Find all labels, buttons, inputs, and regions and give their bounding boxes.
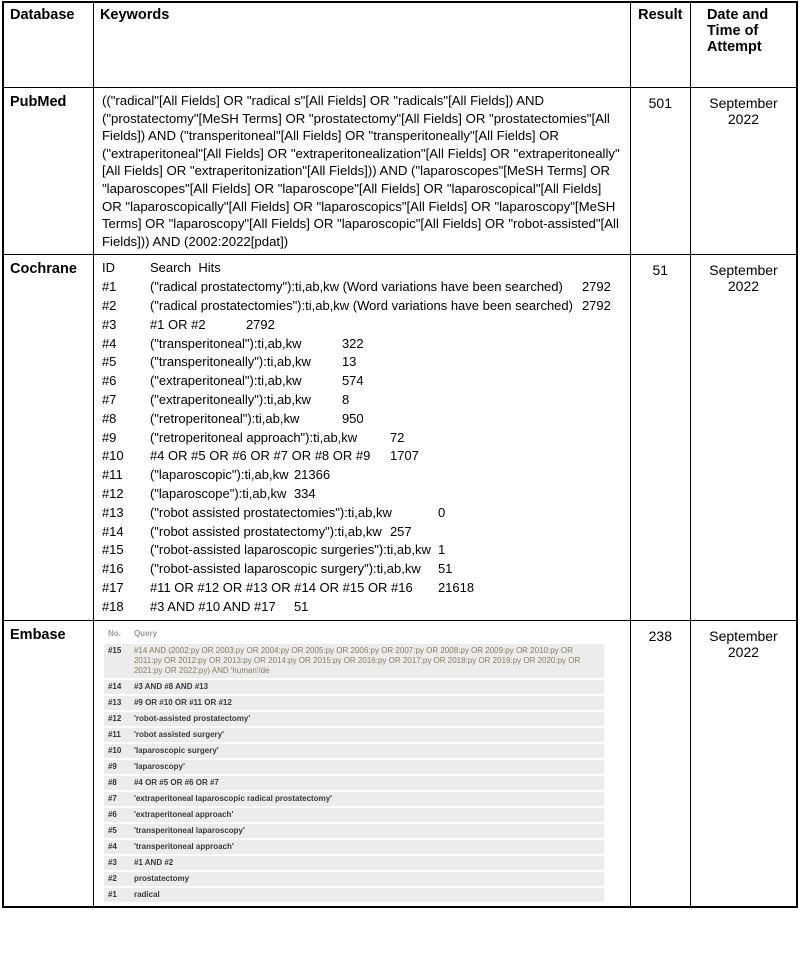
embase-row-number: #8 [107,778,117,788]
embase-row-query: 'transperitoneal laparoscopy' [133,826,245,836]
embase-row-number: #2 [107,874,117,884]
embase-row-query: 'robot assisted surgery' [133,730,225,740]
embase-row-query: #14 AND (2002:py OR 2003:py OR 2004:py OR 2005:py OR 2006:py OR 2007:py OR 2008:py OR 2009:py OR 2010:py OR 2011:py OR 2012:py OR 2013:py OR 2014:py OR 2015:py OR 2016:py OR 2017:py OR 2018:py OR 2019:py OR 2020:py OR 2021:py OR 2022:py) AND 'human'/de [133,646,581,676]
search-line: #4 ("transperitoneal"):ti,ab,kw 322 [101,335,364,351]
cochrane-lines [102,259,622,616]
embase-date: September 2022 [690,621,797,908]
embase-row-item [104,712,604,726]
embase-row-item [104,872,604,886]
embase-row-number: #9 [107,762,117,772]
search-line: #7 ("extraperitoneally"):ti,ab,kw 8 [101,391,350,407]
embase-row-number: #4 [107,842,117,852]
pubmed-label: PubMed [3,88,93,255]
embase-row-item [104,808,604,822]
pubmed-date: September 2022 [690,88,797,255]
search-line: #16 ("robot-assisted laparoscopic surgery"):ti,ab,kw 51 [101,561,453,577]
embase-row-item [104,680,604,694]
search-line: #3 #1 OR #2 2792 [101,316,275,332]
embase-row-number: #13 [107,698,122,708]
header-result: Result [630,2,690,88]
search-line: #17 #11 OR #12 OR #13 OR #14 OR #15 OR #16 21618 [101,579,475,595]
embase-row-number: #6 [107,810,117,820]
header-keywords: Keywords [93,2,630,88]
search-line: #13 ("robot assisted prostatectomies"):ti,ab,kw 0 [101,504,446,520]
embase-row-number: #5 [107,826,117,836]
pubmed-row [3,88,797,255]
embase-row-item [104,760,604,774]
embase-row-item [104,856,604,870]
embase-row-item [104,824,604,838]
embase-row [3,621,797,908]
embase-row-query: radical [133,890,160,900]
search-line: #5 ("transperitoneally"):ti,ab,kw 13 [101,354,357,370]
embase-row-query: #9 OR #10 OR #11 OR #12 [133,698,232,708]
search-line: #18 #3 AND #10 AND #17 51 [101,598,309,614]
search-line: #11 ("laparoscopic"):ti,ab,kw 21366 [101,467,331,483]
pubmed-query: (("radical"[All Fields] OR "radical s"[All Fields] OR "radicals"[All Fields]) AND ("prostatectomy"[MeSH Terms] OR "prostatectomy"[All Fields] OR "prostatectomies"[All Fields]) AND ("transperitoneal"[All Fields] OR "transperitoneally"[All Fields] OR ("extraperitoneal"[All Fields] OR "extraperitonealization"[All Fields] OR "extraperitoneally"[All Fields] OR "extraperitonization"[All Fields])) AND ("laparoscopes"[MeSH Terms] OR "laparoscopes"[All Fields] OR "laparoscope"[All Fields] OR "laparoscopical"[All Fields] OR "laparoscopically"[All Fields] OR "laparoscopics"[All Fields] OR "laparoscopy"[MeSH Terms] OR "laparoscopy"[All Fields] OR "laparoscopic"[All Fields] OR "robot-assisted"[All Fields])) AND (2002:2022[pdat]) [101,93,620,249]
embase-header-query: Query [133,629,158,639]
search-line: #9 ("retroperitoneal approach"):ti,ab,kw 72 [101,429,405,445]
search-line: #1 ("radical prostatectomy"):ti,ab,kw (Word variations have been searched) 2792 [101,279,611,295]
embase-row-item [104,792,604,806]
cochrane-result: 51 [630,255,690,621]
embase-row-number: #15 [107,646,122,656]
embase-result: 238 [630,621,690,908]
search-line: #10 #4 OR #5 OR #6 OR #7 OR #8 OR #9 1707 [101,448,419,464]
embase-row-number: #14 [107,682,122,692]
embase-row-query: 'transperitoneal approach' [133,842,234,852]
embase-row-query: #1 AND #2 [133,858,174,868]
search-line: #12 ("laparoscope"):ti,ab,kw 334 [101,485,316,501]
embase-row-query: #4 OR #5 OR #6 OR #7 [133,778,219,788]
search-line: #15 ("robot-assisted laparoscopic surgeries"):ti,ab,kw 1 [101,542,446,558]
header-date: Date and Time of Attempt [690,2,797,88]
search-line: #2 ("radical prostatectomies"):ti,ab,kw (Word variations have been searched) 2792 [101,297,611,313]
embase-row-query: 'robot-assisted prostatectomy' [133,714,251,724]
embase-row-number: #1 [107,890,117,900]
embase-row-item [104,728,604,742]
search-line: ID Search Hits [101,260,221,276]
embase-header [104,627,604,642]
database-search-table [2,1,798,908]
embase-row-item [104,744,604,758]
search-line: #6 ("extraperitoneal"):ti,ab,kw 574 [101,373,364,389]
embase-row-query: 'extraperitoneal laparoscopic radical prostatectomy' [133,794,333,804]
embase-search-history-panel [104,627,604,902]
embase-row-item [104,776,604,790]
embase-row-number: #12 [107,714,122,724]
embase-row-number: #11 [107,730,121,740]
embase-row-query: 'laparoscopy' [133,762,185,772]
cochrane-label: Cochrane [3,255,93,621]
embase-label: Embase [3,621,93,908]
embase-rows [104,644,604,902]
pubmed-result: 501 [630,88,690,255]
search-line: #8 ("retroperitoneal"):ti,ab,kw 950 [101,410,364,426]
embase-row-query: 'extraperitoneal approach' [133,810,234,820]
embase-row-number: #7 [107,794,117,804]
search-line: #14 ("robot assisted prostatectomy"):ti,ab,kw 257 [101,523,412,539]
embase-row-query: #3 AND #8 AND #13 [133,682,209,692]
embase-header-no: No. [107,629,121,639]
header-database: Database [3,2,93,88]
search-strategy-sheet [2,1,798,908]
cochrane-date: September 2022 [690,255,797,621]
embase-row-query: 'laparoscopic surgery' [133,746,219,756]
header-row [3,2,797,88]
embase-row-number: #10 [107,746,122,756]
embase-row-number: #3 [107,858,117,868]
embase-row-item [104,696,604,710]
cochrane-row [3,255,797,621]
embase-row-item [104,840,604,854]
embase-row-item [104,644,604,678]
embase-row-item [104,888,604,902]
embase-row-query: prostatectomy [133,874,190,884]
